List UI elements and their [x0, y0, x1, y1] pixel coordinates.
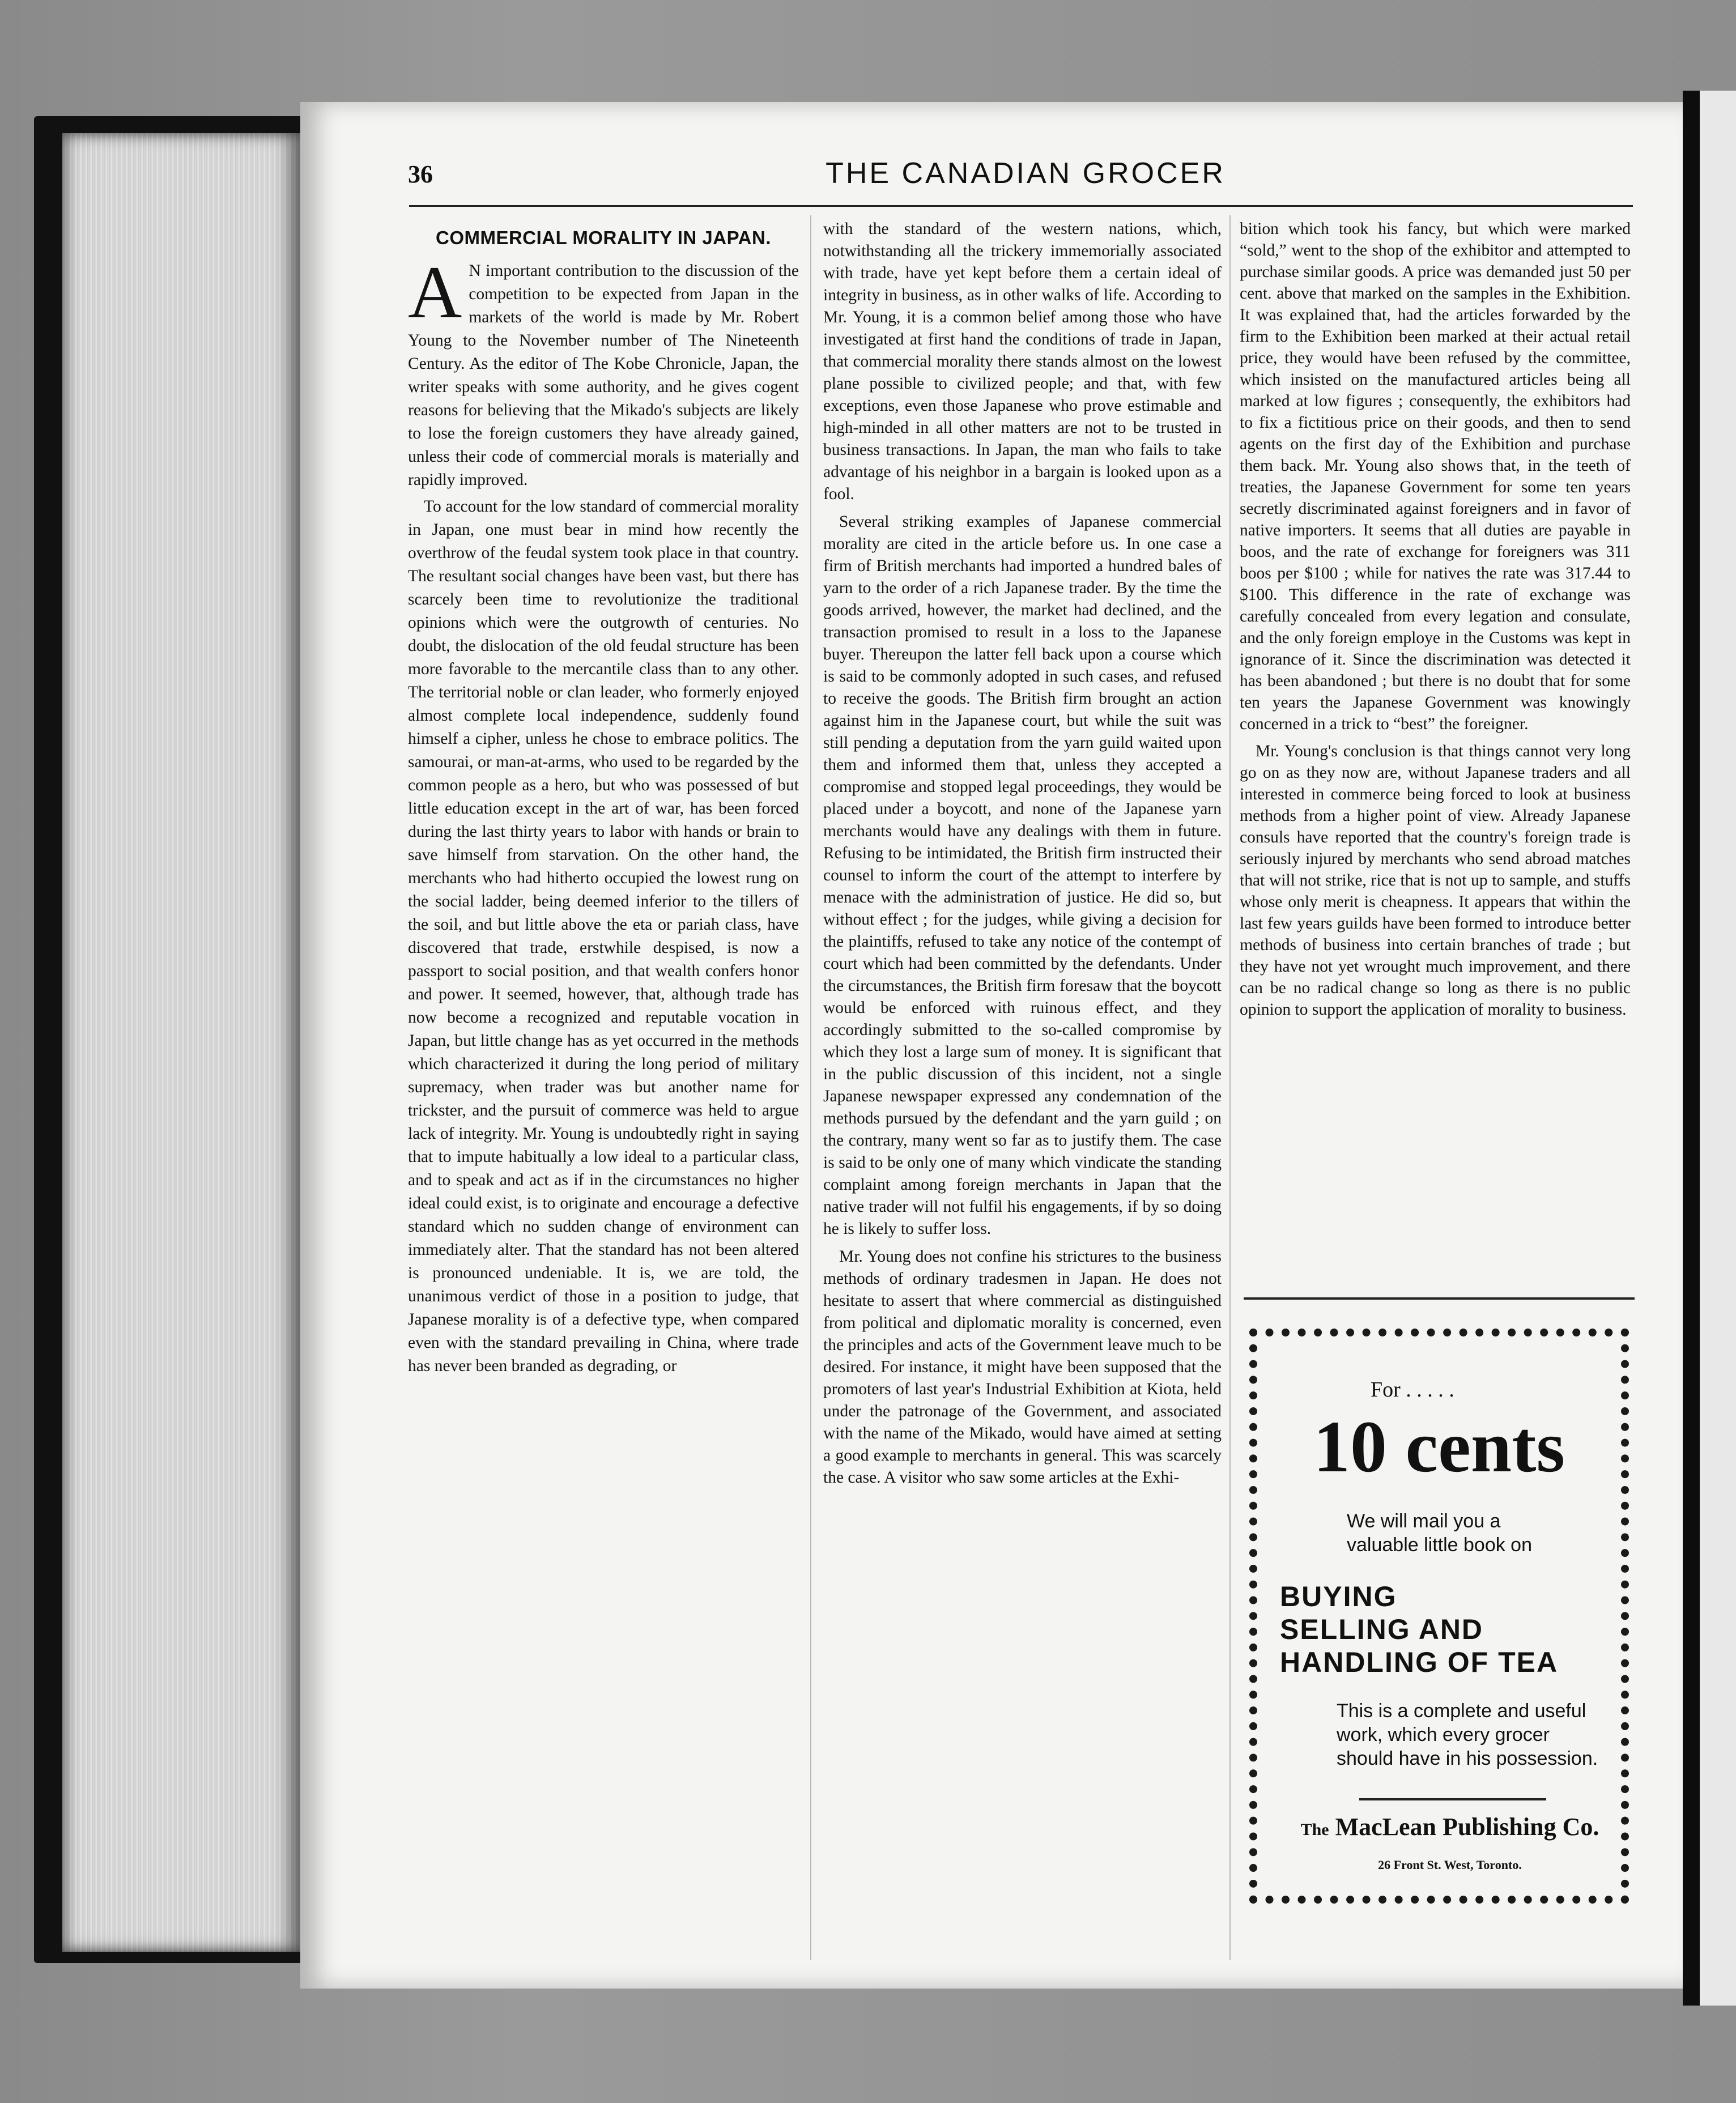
column-rule	[1244, 1297, 1635, 1300]
article-paragraph: A N important contribution to the discussion of the competition to be expected from Japan in the markets of the world is made by Mr. Robert Young to the November number of The Nineteenth Century. As the editor of The Kobe Chronicle, Japan, the writer speaks with some authority, and he gives cogent reasons for believing that the Mikado's subjects are likely to lose the foreign customers they have already gained, unless their code of commercial morals is materially and rapidly improved.	[408, 250, 799, 489]
page-header	[408, 157, 1643, 194]
article-column-2	[823, 218, 1222, 1495]
article-paragraph: bition which took his fancy, but which were marked “sold,” went to the shop of the exhibitor and attempted to purchase similar goods. A price was demanded just 50 per cent. above that marked on the samples in the Exhibition. It was explained that, had the articles forwarded by the firm to the Exhibition been marked at their actual retail price, they would have been refused by the committee, which insisted on the manufactured articles being all marked at low figures ; consequently, the exhibitors had to fix a fictitious price on their goods, and then to send agents on the first day of the Exhibition and purchase them back. Mr. Young also shows that, in the teeth of treaties, the Japanese Government for some ten years secretly discriminated against foreigners and in favor of native importers. It seems that all duties are payable in boos, and the rate of exchange for foreigners was 311 boos per $100 ; while for natives the rate was 317.44 to $100. This difference in the rate of exchange was carefully concealed from every legation and consulate, and the only foreign employe in the Customs was kept in ignorance of it. Since the discrimination was detected it has been abandoned ; but there is no doubt that for some ten years the Japanese Government was knowingly concerned in a trick to “best” the foreigner.	[1240, 220, 1631, 733]
article-paragraph: Several striking examples of Japanese commercial morality are cited in the article before us. In one case a firm of British merchants had imported a hundred bales of yarn to the order of a rich Japanese trader. By the time the goods arrived, however, the market had declined, and the transaction promised to result in a loss to the Japanese buyer. Thereupon the latter fell back upon a course which is said to be commonly adopted in such cases, and refused to receive the goods. The British firm brought an action against him in the Japanese court, but while the suit was still pending a deputation from the yarn guild waited upon them and informed them that, unless they accepted a compromise and stopped legal proceedings, they would be placed under a boycott, and none of the Japanese yarn merchants would have any dealings with them in future. Refusing to be intimidated, the British firm instructed their counsel to inform the court of the attempt to interfere by menace with the administration of justice. He did so, but without effect ; for the judges, while giving a decision for the plaintiffs, refused to take any notice of the contempt of court which had been committed by the defendants. Under the circumstances, the British firm foresaw that the boycott would be enforced with ruinous effect, and they accordingly submitted to the so-called compromise by which they lost a large sum of money. It is significant that in the public discussion of this incident, not a single Japanese newspaper expressed any condemnation of the methods pursued by the defendant and the yarn guild ; on the contrary, many went so far as to justify them. The case is said to be only one of many which vindicate the standing complaint among foreign merchants in Japan that the native trader will not fulfil his engagements, if by so doing he is likely to suffer loss.	[823, 513, 1222, 1238]
advertisement	[1249, 1329, 1629, 1904]
article-column-1	[408, 218, 799, 1381]
next-page-strip	[1700, 91, 1736, 2006]
ad-for-text: For . . . . .	[1371, 1378, 1454, 1402]
ad-publisher-name: MacLean Publishing Co.	[1335, 1813, 1599, 1841]
ad-publisher	[1280, 1812, 1620, 1841]
drop-cap: A	[408, 250, 462, 334]
page-number: 36	[408, 160, 433, 188]
running-title: THE CANADIAN GROCER	[826, 157, 1226, 190]
header-rule	[409, 205, 1633, 207]
ad-price: 10 cents	[1313, 1406, 1565, 1488]
article-paragraph: To account for the low standard of commercial morality in Japan, one must bear in mind how recently the overthrow of the feudal system took place in that country. The resultant social changes have been vast, but there has scarcely been time to revolutionize the traditional opinions which were the outgrowth of centuries. No doubt, the dislocation of the old feudal structure has been more favorable to the mercantile class than to any other. The territorial noble or clan leader, who formerly enjoyed almost complete local independence, suddenly found himself a cipher, unless he chose to embrace politics. The samourai, or man-at-arms, who used to be regarded by the common people as a hero, but who was possessed of but little education except in the art of war, has been forced during the last thirty years to labor with hands or brain to save himself from starvation. On the other hand, the merchants who had hitherto occupied the lowest rung on the social ladder, being deemed inferior to the tillers of the soil, and but little above the eta or pariah class, have discovered that trade, erstwhile despised, is now a passport to social position, and that wealth confers honor and power. It seemed, however, that, although trade has now become a recognized and reputable vocation in Japan, but little change has as yet occurred in the methods which characterized it during the long period of military supremacy, when trader was but another name for trickster, and the pursuit of commerce was held to argue lack of integrity. Mr. Young is undoubtedly right in saying that to impute habitually a low ideal to a particular class, and to speak and act as if in the circumstances no higher ideal could exist, is to originate and encourage a defective standard which no sudden change of environment can immediately alter. That the standard has not been altered is pronounced undeniable. It is, we are told, the unanimous verdict of those in a position to judge, that Japanese morality is of a defective type, when compared even with the standard prevailing in China, where trade has never been branded as degrading, or	[408, 497, 799, 1375]
ad-title-line: HANDLING OF TEA	[1280, 1646, 1559, 1678]
article-column-3	[1240, 218, 1631, 1026]
ad-publisher-prefix: The	[1300, 1820, 1329, 1839]
ad-title-line: SELLING AND	[1280, 1614, 1484, 1645]
ad-description: This is a complete and useful work, which every grocer should have in his possession.	[1337, 1700, 1598, 1769]
ad-offer: We will mail you a valuable little book on	[1347, 1510, 1533, 1556]
ad-address: 26 Front St. West, Toronto.	[1378, 1858, 1522, 1872]
article-headline: COMMERCIAL MORALITY IN JAPAN.	[435, 227, 772, 248]
column-divider	[810, 215, 811, 1960]
page-edges	[62, 133, 300, 1952]
column-divider	[1229, 215, 1231, 1960]
ad-book-title	[1280, 1580, 1620, 1679]
ad-title-line: BUYING	[1280, 1581, 1397, 1612]
article-paragraph: Mr. Young's conclusion is that things cannot very long go on as they now are, without Japanese traders and all interested in commerce being forced to look at business methods from a higher point of view. Already Japanese consuls have reported that the country's foreign trade is seriously injured by merchants who send abroad matches that will not strike, rice that is not up to sample, and stuffs whose only merit is cheapness. It appears that within the last few years guilds have been formed to introduce better methods of business into certain branches of trade ; but they have not yet wrought much improvement, and there can be no radical change so long as there is no public opinion to support the application of morality to business.	[1240, 742, 1631, 1019]
article-paragraph: with the standard of the western nations, which, notwithstanding all the trickery immemorially associated with trade, have yet kept before them a certain ideal of integrity in business, as in other walks of life. According to Mr. Young, it is a common belief among those who have investigated at first hand the conditions of trade in Japan, that commercial morality there stands almost on the lowest plane possible to civilized people; and that, with few exceptions, even those Japanese who prove estimable and high-minded in all other matters are not to be trusted in business transactions. In Japan, the man who fails to take advantage of his neighbor in a bargain is looked upon as a fool.	[823, 220, 1222, 503]
ad-rule	[1359, 1798, 1546, 1800]
article-paragraph: Mr. Young does not confine his strictures to the business methods of ordinary tradesmen in Japan. He does not hesitate to assert that where commercial as distinguished from political and diplomatic morality is concerned, even the principles and acts of the Government leave much to be desired. For instance, it might have been supposed that the promoters of last year's Industrial Exhibition at Kiota, held under the patronage of the Government, and associated with the name of the Mikado, would have aimed at setting a good example to merchants in general. This was scarcely the case. A visitor who saw some articles at the Exhi-	[823, 1248, 1222, 1487]
